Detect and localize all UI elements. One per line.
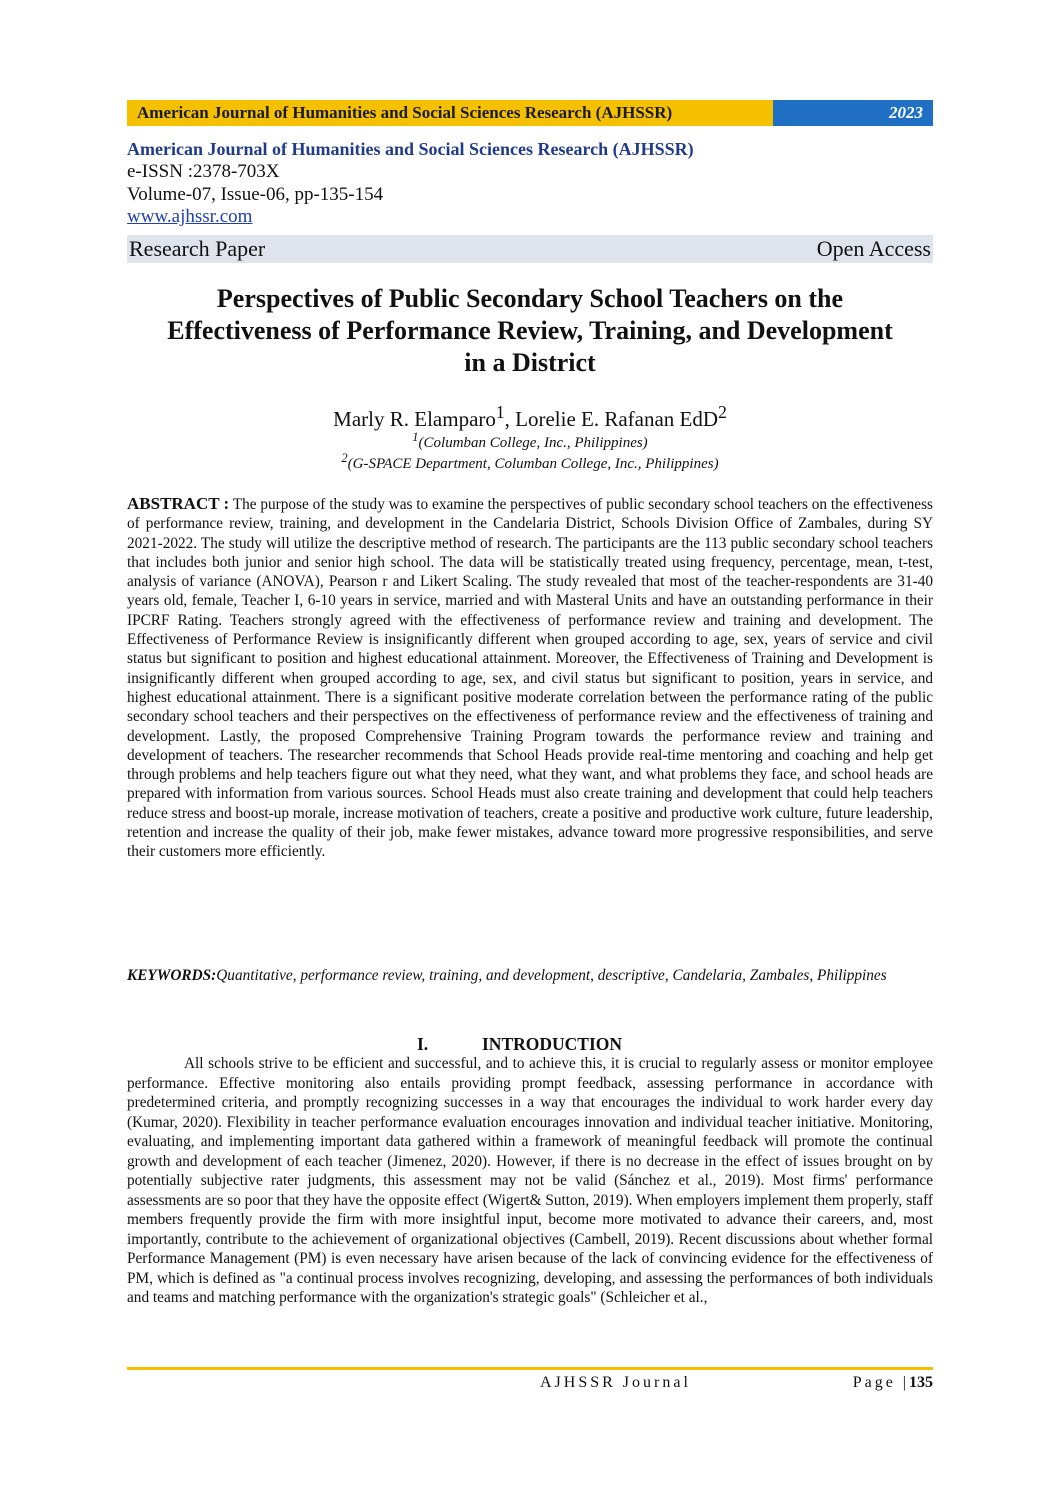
abstract-text: The purpose of the study was to examine the perspectives of public secondary school teachers on the effectiveness of performance review, training, and development in the Candelaria District, Schools Division Office of Zambales, during SY 2021-2022. The study will utilize the descriptive method of research. The participants are the 113 public secondary school teachers that includes both junior and senior high school. The data will be statistically treated using frequency, percentage, mean, t-test, analysis of variance (ANOVA), Pearson r and Likert Scaling. The study revealed that most of the teacher-respondents are 31-40 years old, female, Teacher I, 6-10 years in service, married and with Masteral Units and have an outstanding performance in their IPCRF Rating. Teachers strongly agreed with the effectiveness of performance review and training and development. The Effectiveness of Performance Review is insignificantly different when grouped according to age, sex, years of service and civil status but significant to position and highest educational attainment. Moreover, the Effectiveness of Training and Development is insignificantly different when grouped according to age, sex, and civil status but significant to position, years in service, and highest educational attainment. There is a significant positive moderate correlation between the performance rating of the public secondary school teachers and their perspectives on the effectiveness of performance review and the effectiveness of training and development. Lastly, the proposed Comprehensive Training Program towards the performance review and training and development of teachers. The researcher recommends that School Heads provide real-time mentoring and coaching and help get through problems and help teachers figure out what they need, what they want, and what problems they face, and school heads are prepared with information from various sources. School Heads must also create training and development that could help teachers reduce stress and boost-up morale, increase motivation of teachers, create a positive and productive work culture, future leadership, retention and increase the quality of their job, make fewer mistakes, advance toward more progressive responsibilities, and serve their customers more efficiently. [127, 496, 933, 861]
author-affiliation-mark: 1 [495, 402, 505, 422]
affiliation-text: (Columban College, Inc., Philippines) [418, 435, 648, 451]
author-name: Lorelie E. Rafanan EdD [515, 407, 719, 431]
affiliation-mark: 1 [412, 430, 419, 444]
meta-journal-name: American Journal of Humanities and Social Sciences Research (AJHSSR) [127, 139, 694, 159]
meta-issn: e-ISSN :2378-703X [127, 161, 280, 182]
keywords-text: Quantitative, performance review, training, and development, descriptive, Candelaria, Zambales, Philippines [216, 967, 887, 984]
journal-website-link[interactable]: www.ajhssr.com [127, 206, 253, 227]
keywords [127, 966, 933, 986]
article-type-bar [127, 235, 933, 263]
affiliation-mark: 2 [341, 451, 348, 465]
section-number: I. [417, 1034, 429, 1054]
running-header-journal: American Journal of Humanities and Social Sciences Research (AJHSSR) [127, 100, 773, 126]
title-line-3: in a District [464, 348, 596, 377]
abstract [127, 494, 933, 862]
author-name: Marly R. Elamparo [333, 407, 496, 431]
access-type: Open Access [816, 236, 931, 261]
section-title: INTRODUCTION [482, 1034, 623, 1054]
keywords-label: KEYWORDS: [127, 967, 217, 984]
footer-page-number: 135 [909, 1374, 933, 1391]
title-line-1: Perspectives of Public Secondary School Teachers on the [216, 284, 844, 313]
journal-meta [127, 138, 933, 228]
author-affiliation-mark: 2 [718, 402, 727, 422]
paper-title [110, 283, 950, 379]
author-separator: , [504, 407, 516, 431]
footer-rule [127, 1367, 933, 1370]
running-header-year: 2023 [773, 100, 933, 126]
footer-page-label: Page | [852, 1374, 909, 1391]
title-line-2: Effectiveness of Performance Review, Training, and Development [167, 316, 893, 345]
introduction-paragraph: All schools strive to be efficient and successful, and to achieve this, it is crucial to regularly assess or monitor employee performance. Effective monitoring also entails providing prompt feedback, assessing performance in accordance with predetermined criteria, and promptly recognizing successes in a way that encourages the individual to work harder every day (Kumar, 2020). Flexibility in teacher performance evaluation encourages innovation and individual teacher initiative. Monitoring, evaluating, and implementing important data gathered within a framework of meaningful feedback will promote the continual growth and development of each teacher (Jimenez, 2020). However, if there is no decrease in the effect of issues brought on by potentially subjective rater judgments, this assessment may not be valid (Sánchez et al., 2019). Most firms' performance assessments are so poor that they have the opposite effect (Wigert& Sutton, 2019). When employers implement them properly, staff members frequently provide the firm with more insightful input, become more motivated to advance their careers, and, most importantly, contribute to the achievement of organizational objectives (Cambell, 2019). Recent discussions about whether formal Performance Management (PM) is even necessary have arisen because of the lack of convincing evidence for the effectiveness of PM, which is defined as "a continual process involves recognizing, developing, and assessing the performances of both individuals and teams and matching performance with the organization's strategic goals" (Schleicher et al., [127, 1055, 933, 1306]
section-heading [127, 1034, 933, 1056]
meta-volume: Volume-07, Issue-06, pp-135-154 [127, 184, 384, 205]
footer-journal: AJHSSR Journal [540, 1374, 691, 1391]
affiliation-2 [127, 449, 933, 474]
footer-page [853, 1374, 933, 1398]
article-type: Research Paper [129, 236, 266, 261]
page-footer [540, 1374, 933, 1398]
abstract-label: ABSTRACT : [127, 494, 230, 513]
running-header [127, 100, 933, 126]
affiliation-text: (G-SPACE Department, Columban College, Inc., Philippines) [347, 456, 719, 472]
